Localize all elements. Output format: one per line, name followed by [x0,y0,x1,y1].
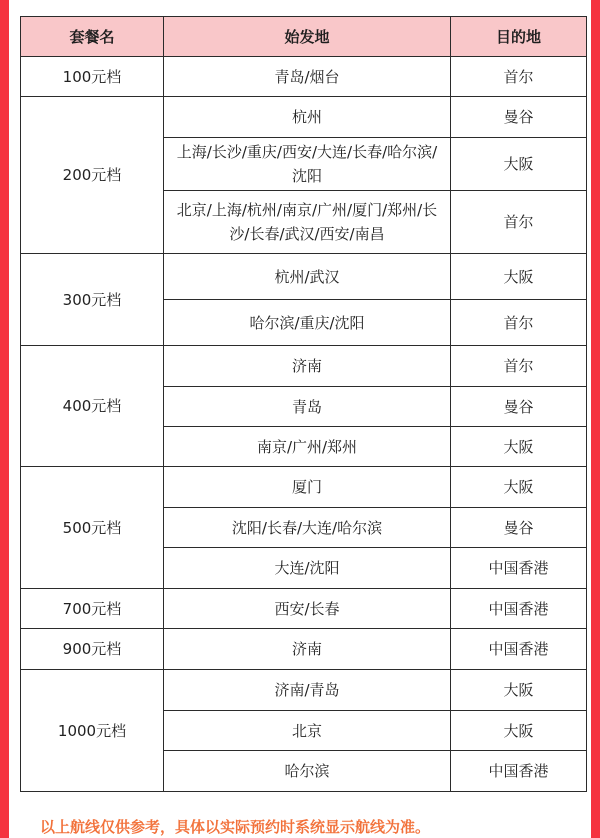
origin-cell: 上海/长沙/重庆/西安/大连/长春/哈尔滨/沈阳 [164,138,451,191]
origin-cell: 哈尔滨/重庆/沈阳 [164,300,451,346]
destination-cell: 首尔 [451,57,587,97]
destination-cell: 大阪 [451,427,587,467]
origin-cell: 西安/长春 [164,589,451,629]
origin-cell: 济南 [164,629,451,670]
destination-cell: 大阪 [451,254,587,300]
destination-cell: 首尔 [451,191,587,254]
package-name-cell: 200元档 [21,97,164,254]
origin-cell: 厦门 [164,467,451,508]
destination-cell: 曼谷 [451,97,587,138]
package-name-cell: 500元档 [21,467,164,589]
destination-cell: 中国香港 [451,589,587,629]
footnote: 以上航线仅供参考，具体以实际预约时系统显示航线为准。 [40,818,431,836]
package-name-cell: 1000元档 [21,670,164,792]
destination-cell: 中国香港 [451,751,587,792]
table-row [21,670,587,711]
destination-cell: 曼谷 [451,508,587,548]
destination-cell: 首尔 [451,346,587,387]
destination-cell: 中国香港 [451,548,587,589]
package-name-cell: 400元档 [21,346,164,467]
table-row [21,589,587,629]
origin-cell: 青岛/烟台 [164,57,451,97]
package-name-cell: 700元档 [21,589,164,629]
origin-cell: 沈阳/长春/大连/哈尔滨 [164,508,451,548]
origin-cell: 杭州/武汉 [164,254,451,300]
header-origin: 始发地 [164,17,451,57]
origin-cell: 北京 [164,711,451,751]
table-row [21,254,587,300]
table-row [21,346,587,387]
table-row [21,467,587,508]
table-row [21,97,587,138]
header-destination: 目的地 [451,17,587,57]
destination-cell: 大阪 [451,467,587,508]
destination-cell: 大阪 [451,711,587,751]
origin-cell: 济南/青岛 [164,670,451,711]
origin-cell: 哈尔滨 [164,751,451,792]
table-row [21,57,587,97]
destination-cell: 大阪 [451,138,587,191]
origin-cell: 杭州 [164,97,451,138]
table-body [21,57,587,792]
origin-cell: 济南 [164,346,451,387]
package-name-cell: 900元档 [21,629,164,670]
package-name-cell: 100元档 [21,57,164,97]
package-name-cell: 300元档 [21,254,164,346]
destination-cell: 大阪 [451,670,587,711]
destination-cell: 曼谷 [451,387,587,427]
table-row [21,629,587,670]
route-table [20,16,587,792]
origin-cell: 北京/上海/杭州/南京/广州/厦门/郑州/长沙/长春/武汉/西安/南昌 [164,191,451,254]
destination-cell: 首尔 [451,300,587,346]
header-package: 套餐名 [21,17,164,57]
content-card [9,0,591,838]
table-header-row [21,17,587,57]
origin-cell: 南京/广州/郑州 [164,427,451,467]
origin-cell: 大连/沈阳 [164,548,451,589]
origin-cell: 青岛 [164,387,451,427]
destination-cell: 中国香港 [451,629,587,670]
